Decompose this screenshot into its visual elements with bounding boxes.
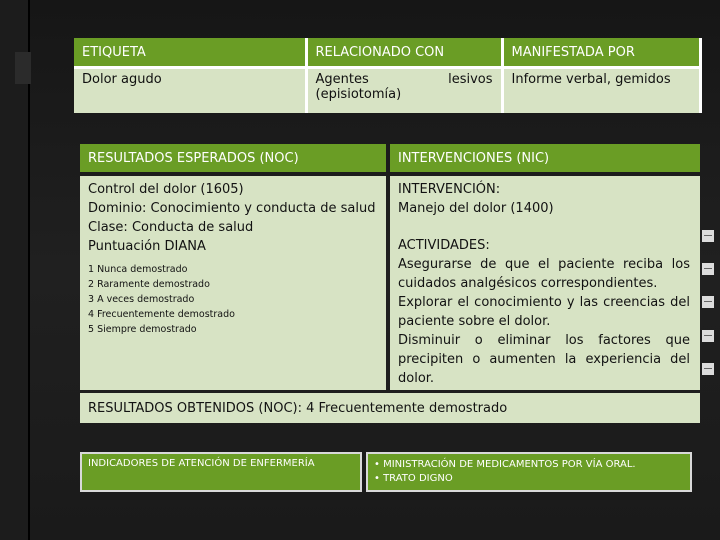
resultados-obtenidos: RESULTADOS OBTENIDOS (NOC): 4 Frecuentemente demostrado xyxy=(80,393,700,423)
header-relacionado: RELACIONADO CON xyxy=(306,38,502,68)
intervencion-value: Manejo del dolor (1400) xyxy=(398,201,554,216)
slide-nav-bullet-icon[interactable] xyxy=(702,230,714,242)
header-manifestada: MANIFESTADA POR xyxy=(502,38,700,68)
slide-nav-bullet-icon[interactable] xyxy=(702,296,714,308)
cell-relacionado xyxy=(306,68,502,114)
resultados-esperados-cell xyxy=(80,176,386,390)
slide-nav-bullet-icon[interactable] xyxy=(702,330,714,342)
indicadores-list xyxy=(366,452,692,492)
indicador-item: • MINISTRACIÓN DE MEDICAMENTOS POR VÍA ORAL. xyxy=(374,459,636,470)
indicadores-label: INDICADORES DE ATENCIÓN DE ENFERMERÍA xyxy=(80,452,362,492)
diagnosis-header-row xyxy=(74,38,700,68)
relacionado-text-b: lesivos xyxy=(448,72,493,87)
noc-line: Control del dolor (1605) xyxy=(88,182,244,197)
scale-item: 5 Siempre demostrado xyxy=(88,324,197,335)
slide-nav-bullet-icon[interactable] xyxy=(702,263,714,275)
cell-manifestada: Informe verbal, gemidos xyxy=(502,68,700,114)
actividad-item: Disminuir o eliminar los factores que precipiten o aumenten la experiencia del dolor. xyxy=(398,333,690,386)
relacionado-text-a: Agentes xyxy=(315,72,369,87)
diagnosis-table xyxy=(74,38,702,113)
actividad-item: Asegurarse de que el paciente reciba los cuidados analgésicos correspondientes. xyxy=(398,257,690,291)
scale-item: 1 Nunca demostrado xyxy=(88,264,188,275)
diagnosis-row xyxy=(74,68,700,114)
header-intervenciones: INTERVENCIONES (NIC) xyxy=(390,144,700,172)
actividades-label: ACTIVIDADES: xyxy=(398,238,490,253)
noc-line: Dominio: Conocimiento y conducta de salud xyxy=(88,201,376,216)
noc-nic-table xyxy=(80,144,700,427)
indicadores-table xyxy=(80,452,692,492)
noc-line: Clase: Conducta de salud xyxy=(88,220,254,235)
scale-item: 4 Frecuentemente demostrado xyxy=(88,309,235,320)
actividad-item: Explorar el conocimiento y las creencias del paciente sobre el dolor. xyxy=(398,295,690,329)
header-resultados-esperados: RESULTADOS ESPERADOS (NOC) xyxy=(80,144,386,172)
cell-etiqueta: Dolor agudo xyxy=(74,68,306,114)
intervencion-label: INTERVENCIÓN: xyxy=(398,182,501,197)
decorative-square xyxy=(15,52,31,84)
indicador-item: • TRATO DIGNO xyxy=(374,473,453,484)
scale-item: 3 A veces demostrado xyxy=(88,294,195,305)
noc-line: Puntuación DIANA xyxy=(88,239,206,254)
intervenciones-cell xyxy=(390,176,700,390)
slide-nav-bullet-icon[interactable] xyxy=(702,363,714,375)
header-etiqueta: ETIQUETA xyxy=(74,38,306,68)
scale-item: 2 Raramente demostrado xyxy=(88,279,210,290)
relacionado-text-line2: (episiotomía) xyxy=(315,87,402,102)
diana-scale-list xyxy=(88,262,378,337)
